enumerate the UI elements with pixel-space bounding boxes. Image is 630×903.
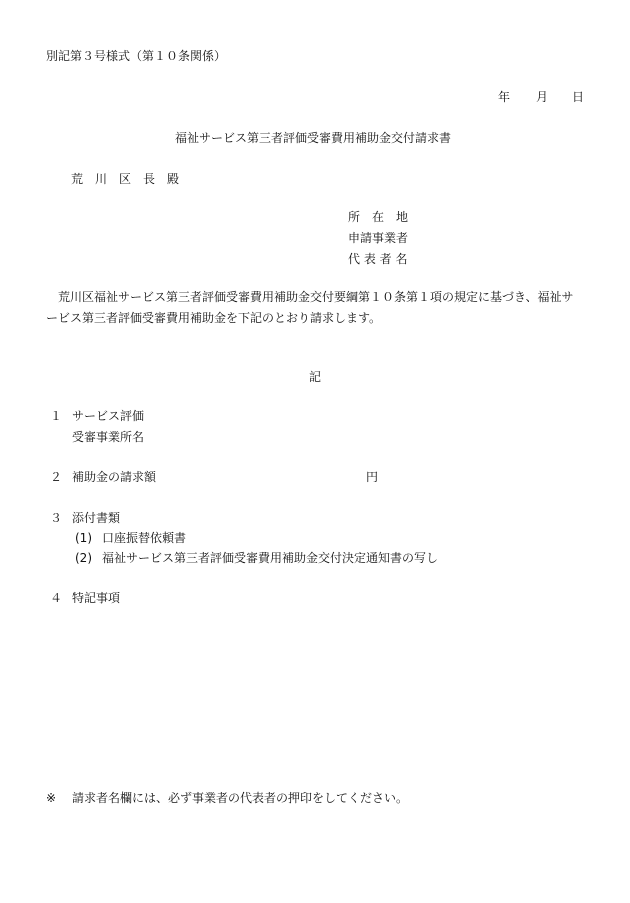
body-line-1: 荒川区福祉サービス第三者評価受審費用補助金交付要綱第１０条第１項の規定に基づき、福祉サ bbox=[46, 290, 574, 304]
date-month: 月 bbox=[536, 90, 549, 104]
document-title: 福祉サービス第三者評価受審費用補助金交付請求書 bbox=[175, 131, 452, 145]
ki-heading: 記 bbox=[309, 370, 322, 384]
representative-label: 代 表 者 名 bbox=[348, 252, 408, 266]
attachment-number: (2) bbox=[75, 551, 92, 565]
item-number: ４ bbox=[50, 591, 63, 605]
item-number: １ bbox=[50, 409, 63, 423]
applicant-label: 申請事業者 bbox=[348, 231, 409, 245]
note-mark: ※ bbox=[46, 791, 57, 805]
item-label: 補助金の請求額 bbox=[72, 470, 157, 484]
item-number: ２ bbox=[50, 470, 63, 484]
address-label: 所 在 地 bbox=[348, 210, 409, 224]
attachment-text: 福祉サービス第三者評価受審費用補助金交付決定通知書の写し bbox=[102, 551, 439, 565]
amount-unit: 円 bbox=[366, 470, 379, 484]
addressee: 荒 川 区 長 殿 bbox=[71, 172, 180, 186]
date-day: 日 bbox=[572, 90, 585, 104]
attachment-text: 口座振替依頼書 bbox=[102, 531, 187, 545]
item-label: サービス評価 bbox=[72, 409, 145, 423]
form-label: 別記第３号様式（第１０条関係） bbox=[46, 49, 227, 63]
item-label: 特記事項 bbox=[72, 591, 121, 605]
body-line-2: ービス第三者評価受審費用補助金を下記のとおり請求します。 bbox=[46, 311, 382, 325]
item-sub-label: 受審事業所名 bbox=[72, 430, 145, 444]
note-text: 請求者名欄には、必ず事業者の代表者の押印をしてください。 bbox=[72, 791, 409, 805]
attachment-number: (1) bbox=[75, 531, 92, 545]
item-number: ３ bbox=[50, 511, 63, 525]
item-label: 添付書類 bbox=[72, 511, 121, 525]
date-year: 年 bbox=[498, 90, 511, 104]
